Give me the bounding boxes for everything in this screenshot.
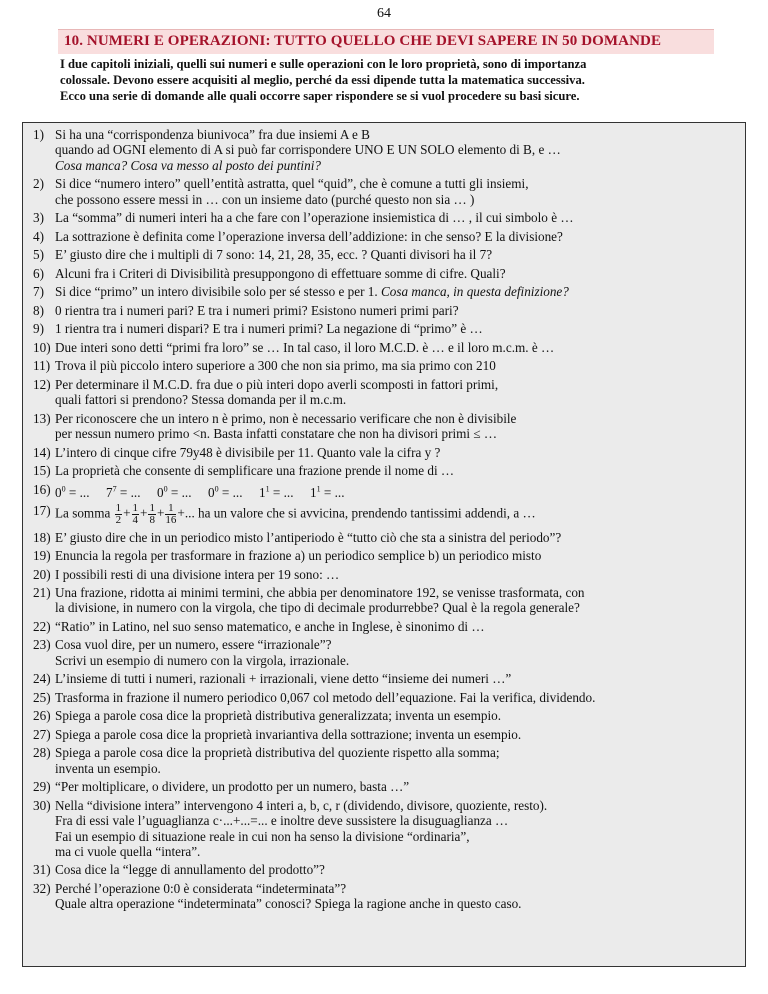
question-line: Cosa vuol dire, per un numero, essere “irrazionale”? xyxy=(55,637,332,653)
question-number: 23) xyxy=(33,637,51,653)
question-line: Enuncia la regola per trasformare in frazione a) un periodico semplice b) un periodico misto xyxy=(55,548,542,564)
question-number: 28) xyxy=(33,745,51,761)
question-line: Una frazione, ridotta ai minimi termini, che abbia per denominatore 192, se venisse trasformata, con xyxy=(55,585,585,601)
question-text xyxy=(55,548,737,563)
question-line: La sottrazione è definita come l’operazione inversa dell’addizione: in che senso? E la divisione? xyxy=(55,228,563,244)
page-number: 64 xyxy=(377,6,391,21)
sum-label: La somma xyxy=(55,505,114,521)
power-expression: $7^7$ = ... xyxy=(106,484,157,500)
fraction xyxy=(148,503,156,526)
question-text xyxy=(55,708,737,723)
question-number: 6) xyxy=(33,265,44,281)
question-text xyxy=(55,229,737,244)
fraction xyxy=(165,503,176,526)
question-number: 10) xyxy=(33,339,51,355)
question-line: quando ad OGNI elemento di A si può far corrispondere UNO E UN SOLO elemento di B, e … xyxy=(55,142,561,158)
question-line: I possibili resti di una divisione intera per 19 sono: … xyxy=(55,566,340,582)
question-text xyxy=(55,745,737,776)
sum-line: La somma $\frac{1}{2}$ + $\frac{1}{4}$ + $\frac{1}{8}$ + $\frac{1}{16}$ +... ha un valore che si avvicina, prendendo tantissimi addendi, a … xyxy=(55,502,536,527)
question-number: 7) xyxy=(33,284,44,300)
question-line: Spiega a parole cosa dice la proprietà invariantiva della sottrazione; inventa un esempio. xyxy=(55,726,522,742)
power-expression: $0^0$ = ... xyxy=(55,484,106,500)
question-text xyxy=(55,585,737,616)
question-italic-note: Cosa manca? Cosa va messo al posto dei puntini? xyxy=(55,157,321,173)
question-item xyxy=(33,303,737,318)
question-text xyxy=(55,445,737,460)
exponent: 7 xyxy=(112,484,117,494)
question-text xyxy=(55,411,737,442)
question-item xyxy=(33,637,737,668)
question-item xyxy=(33,779,737,794)
question-item xyxy=(33,745,737,776)
question-italic-note: Cosa manca, in questa definizione? xyxy=(380,284,569,300)
question-number: 17) xyxy=(33,503,51,519)
power-expression: $1^1$ = ... xyxy=(259,484,310,500)
fraction-numerator: 1 xyxy=(149,502,155,515)
question-item xyxy=(33,358,737,373)
question-text xyxy=(55,503,737,526)
question-item xyxy=(33,411,737,442)
question-number: 4) xyxy=(33,228,44,244)
question-number: 31) xyxy=(33,862,51,878)
question-number: 25) xyxy=(33,689,51,705)
question-line: inventa un esempio. xyxy=(55,760,161,776)
question-text xyxy=(55,798,737,860)
question-text xyxy=(55,482,737,501)
question-text xyxy=(55,690,737,705)
exponent: 0 xyxy=(61,484,66,494)
question-text xyxy=(55,671,737,686)
question-item xyxy=(33,567,737,582)
question-line: Spiega a parole cosa dice la proprietà distributiva del quoziente rispetto alla somma; xyxy=(55,745,500,761)
question-number: 32) xyxy=(33,880,51,896)
question-number: 30) xyxy=(33,797,51,813)
sum-tail: +... ha un valore che si avvicina, prendendo tantissimi addendi, a … xyxy=(177,505,536,521)
question-line: L’intero di cinque cifre 79y48 è divisibile per 11. Quanto vale la cifra y ? xyxy=(55,444,441,460)
question-text xyxy=(55,567,737,582)
intro-line: Ecco una serie di domande alle quali occorre saper rispondere se si vuol procedere su basi sicure. xyxy=(60,89,580,103)
question-item xyxy=(33,340,737,355)
question-line: “Per moltiplicare, o dividere, un prodotto per un numero, basta …” xyxy=(55,779,410,795)
question-line: Scrivi un esempio di numero con la virgola, irrazionale. xyxy=(55,652,350,668)
question-line: 0 rientra tra i numeri pari? E tra i numeri primi? Esistono numeri primi pari? xyxy=(55,302,459,318)
question-line: Fai un esempio di situazione reale in cui non ha senso la divisione “ordinaria”, xyxy=(55,828,470,844)
question-item xyxy=(33,284,737,299)
question-text xyxy=(55,779,737,794)
powers-line xyxy=(55,482,737,501)
question-item xyxy=(33,862,737,877)
question-number: 29) xyxy=(33,779,51,795)
question-text xyxy=(55,377,737,408)
exponent: 0 xyxy=(163,484,168,494)
question-number: 2) xyxy=(33,176,44,192)
question-number: 1) xyxy=(33,127,44,142)
intro-line: colossale. Devono essere acquisiti al meglio, perché da essi dipende tutta la matematica successiva. xyxy=(60,73,585,87)
fraction-numerator: 1 xyxy=(115,502,122,515)
question-item xyxy=(33,176,737,207)
question-line: Trova il più piccolo intero superiore a 300 che non sia primo, ma sia primo con 210 xyxy=(55,358,496,374)
question-item xyxy=(33,247,737,262)
question-number: 18) xyxy=(33,529,51,545)
fraction-denominator: 8 xyxy=(149,514,155,527)
question-number: 11) xyxy=(33,358,51,374)
exponent: 0 xyxy=(214,484,219,494)
intro-paragraph xyxy=(60,56,720,104)
question-text xyxy=(55,530,737,545)
question-number: 26) xyxy=(33,708,51,724)
question-text xyxy=(55,637,737,668)
power-expression: $0^0$ = ... xyxy=(157,484,208,500)
question-text xyxy=(55,727,737,742)
question-text xyxy=(55,127,737,173)
question-line: La proprietà che consente di semplificare una frazione prende il nome di … xyxy=(55,463,455,479)
question-line: Per determinare il M.C.D. fra due o più interi dopo averli scomposti in fattori primi, xyxy=(55,376,499,392)
fraction-denominator: 2 xyxy=(115,514,122,527)
question-item xyxy=(33,377,737,408)
question-item xyxy=(33,619,737,634)
question-line: E’ giusto dire che in un periodico misto l’antiperiodo è “tutto ciò che sta a sinistra del periodo”? xyxy=(55,529,562,545)
question-text xyxy=(55,176,737,207)
question-line: Trasforma in frazione il numero periodico 0,067 col metodo dell’equazione. Fai la verifica, dividendo. xyxy=(55,689,596,705)
fraction-denominator: 16 xyxy=(165,514,177,527)
question-item xyxy=(33,727,737,742)
question-number: 24) xyxy=(33,671,51,687)
question-text xyxy=(55,881,737,912)
question-number: 9) xyxy=(33,321,44,337)
power-expression: $1^1$ = ... xyxy=(310,484,361,500)
question-item xyxy=(33,127,737,173)
question-text xyxy=(55,862,737,877)
question-number: 19) xyxy=(33,548,51,564)
questions-list xyxy=(33,127,737,915)
question-item xyxy=(33,210,737,225)
question-text xyxy=(55,358,737,373)
question-item xyxy=(33,585,737,616)
question-number: 16) xyxy=(33,481,51,497)
question-line: Quale altra operazione “indeterminata” conosci? Spiega la ragione anche in questo caso. xyxy=(55,896,522,912)
question-number: 3) xyxy=(33,210,44,226)
question-text xyxy=(55,284,737,299)
question-text xyxy=(55,340,737,355)
intro-line: I due capitoli iniziali, quelli sui numeri e sulle operazioni con le loro proprietà, sono di importanza xyxy=(60,57,587,71)
question-item xyxy=(33,690,737,705)
fraction-numerator: 1 xyxy=(165,503,176,515)
question-line: Nella “divisione intera” intervengono 4 interi a, b, c, r (dividendo, divisore, quoziente, resto). xyxy=(55,797,548,813)
fraction-numerator: 1 xyxy=(132,502,139,515)
fraction xyxy=(115,503,123,526)
question-text xyxy=(55,247,737,262)
question-item xyxy=(33,266,737,281)
questions-box xyxy=(22,122,746,967)
question-line: ma ci vuole quella “intera”. xyxy=(55,843,201,859)
question-item xyxy=(33,881,737,912)
power-expression: $0^0$ = ... xyxy=(208,484,259,500)
question-item xyxy=(33,548,737,563)
question-text xyxy=(55,210,737,225)
question-line: L’insieme di tutti i numeri, razionali + irrazionali, viene detto “insieme dei numeri …” xyxy=(55,671,512,687)
question-line: Si dice “numero intero” quell’entità astratta, quel “quid”, che è comune a tutti gli insiemi, xyxy=(55,176,529,192)
question-text xyxy=(55,321,737,336)
question-number: 20) xyxy=(33,566,51,582)
question-line: la divisione, in numero con la virgola, che tipo di decimale produrrebbe? Qual è la regola generale? xyxy=(55,600,580,616)
question-number: 22) xyxy=(33,618,51,634)
question-text xyxy=(55,303,737,318)
question-item xyxy=(33,463,737,478)
question-line: per nessun numero primo <n. Basta infatti constatare che non ha divisori primi ≤ … xyxy=(55,426,498,442)
question-line: “Ratio” in Latino, nel suo senso matematico, e anche in Inglese, è sinonimo di … xyxy=(55,618,485,634)
question-line: che possono essere messi in … con un insieme dato (purché questo non sia … ) xyxy=(55,191,475,207)
question-line: Si dice “primo” un intero divisibile solo per sé stesso e per 1. Cosa manca, in questa definizione? xyxy=(55,284,569,300)
question-line: Per riconoscere che un intero n è primo, non è necessario verificare che non è divisibile xyxy=(55,410,517,426)
question-line: Si ha una “corrispondenza biunivoca” fra due insiemi A e B xyxy=(55,127,370,142)
question-text xyxy=(55,266,737,281)
exponent: 1 xyxy=(265,484,270,494)
question-line: Due interi sono detti “primi fra loro” se … In tal caso, il loro M.C.D. è … e il loro m.c.m. è … xyxy=(55,339,555,355)
question-line: Cosa dice la “legge di annullamento del prodotto”? xyxy=(55,862,325,878)
question-line: Perché l’operazione 0:0 è considerata “indeterminata”? xyxy=(55,880,347,896)
question-line: La “somma” di numeri interi ha a che fare con l’operazione insiemistica di … , il cui simbolo è … xyxy=(55,210,574,226)
question-number: 15) xyxy=(33,463,51,479)
question-item xyxy=(33,530,737,545)
question-number: 14) xyxy=(33,444,51,460)
question-text xyxy=(55,619,737,634)
question-number: 13) xyxy=(33,410,51,426)
question-number: 12) xyxy=(33,376,51,392)
question-line: quali fattori si prendono? Stessa domanda per il m.c.m. xyxy=(55,392,347,408)
question-number: 8) xyxy=(33,302,44,318)
question-line: 1 rientra tra i numeri dispari? E tra i numeri primi? La negazione di “primo” è … xyxy=(55,321,483,337)
question-line: Alcuni fra i Criteri di Divisibilità presuppongono di effettuare somme di cifre. Quali? xyxy=(55,265,506,281)
question-line: Spiega a parole cosa dice la proprietà distributiva generalizzata; inventa un esempio. xyxy=(55,708,501,724)
question-item xyxy=(33,708,737,723)
section-title-bar xyxy=(58,29,714,54)
question-item xyxy=(33,503,737,526)
question-item xyxy=(33,445,737,460)
question-line: Fra di essi vale l’uguaglianza c·...+...=... e inoltre deve sussistere la disuguaglianza … xyxy=(55,813,509,829)
exponent: 1 xyxy=(316,484,321,494)
question-number: 21) xyxy=(33,585,51,601)
fraction-denominator: 4 xyxy=(132,514,139,527)
question-item xyxy=(33,229,737,244)
question-item xyxy=(33,798,737,860)
section-title: 10. NUMERI E OPERAZIONI: TUTTO QUELLO CHE DEVI SAPERE IN 50 DOMANDE xyxy=(64,33,662,49)
question-number: 27) xyxy=(33,726,51,742)
question-number: 5) xyxy=(33,247,44,263)
question-item xyxy=(33,482,737,501)
fraction xyxy=(132,503,140,526)
question-text xyxy=(55,463,737,478)
question-item xyxy=(33,671,737,686)
question-item xyxy=(33,321,737,336)
question-line: E’ giusto dire che i multipli di 7 sono: 14, 21, 28, 35, ecc. ? Quanti divisori ha il 7? xyxy=(55,247,493,263)
